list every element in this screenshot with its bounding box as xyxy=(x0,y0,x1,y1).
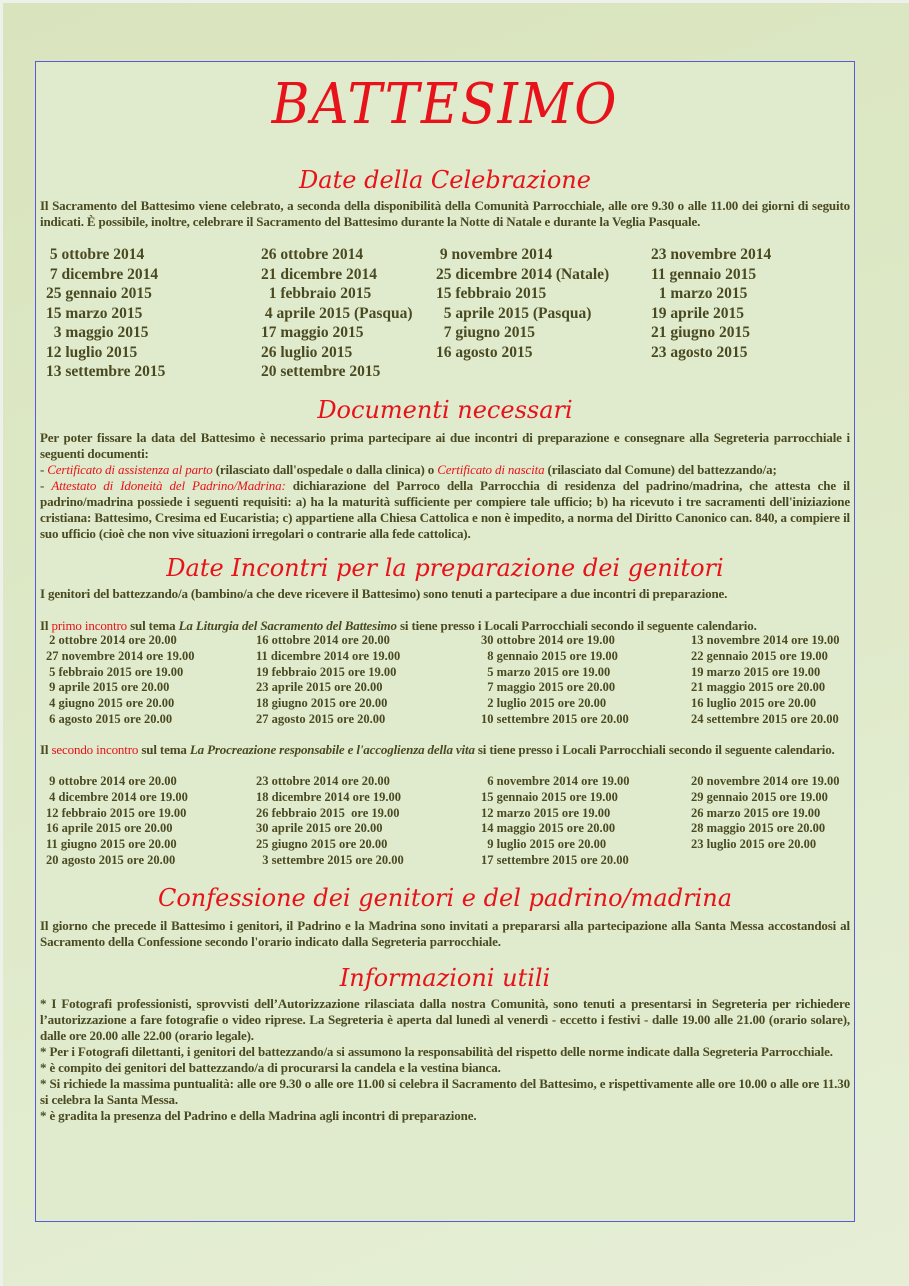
first-meeting-date: 21 maggio 2015 ore 20.00 xyxy=(691,680,826,695)
celebration-date: 15 marzo 2015 xyxy=(46,304,143,322)
second-meeting-date: 15 gennaio 2015 ore 19.00 xyxy=(481,789,618,804)
first-meeting-date: 6 agosto 2015 ore 20.00 xyxy=(46,711,173,726)
celebration-date: 13 settembre 2015 xyxy=(46,363,166,380)
documents-body xyxy=(40,430,850,542)
document-name-godparent-certificate: Attestato di Idoneità del Padrino/Madrina: xyxy=(51,478,286,493)
document-name-birth-certificate: Certificato di nascita xyxy=(437,462,545,477)
section-heading-info: Informazioni utili xyxy=(339,964,551,992)
text: si tiene presso i Locali Parrocchiali secondo il seguente calendario. xyxy=(396,618,757,633)
celebration-date: 7 giugno 2015 xyxy=(436,324,536,341)
celebration-date: 26 luglio 2015 xyxy=(261,343,353,361)
second-meeting-date: 30 aprile 2015 ore 20.00 xyxy=(256,821,383,836)
second-meeting-date: 20 agosto 2015 ore 20.00 xyxy=(46,852,176,867)
meetings-intro: I genitori del battezzando/a (bambino/a che deve ricevere il Battesimo) sono tenuti a partecipare a due incontri di preparazione. xyxy=(40,586,728,601)
second-meeting-date: 17 settembre 2015 ore 20.00 xyxy=(481,852,629,867)
first-meeting-date: 7 maggio 2015 ore 20.00 xyxy=(481,680,616,695)
second-meeting-date xyxy=(691,853,861,869)
second-meeting-date: 20 novembre 2014 ore 19.00 xyxy=(691,774,840,788)
second-meeting-date: 26 febbraio 2015 ore 19.00 xyxy=(256,805,400,820)
second-meeting-date: 9 ottobre 2014 ore 20.00 xyxy=(46,774,177,788)
info-item: * è gradita la presenza del Padrino e della Madrina agli incontri di preparazione. xyxy=(40,1108,477,1123)
document-note: (rilasciato dall'ospedale o dalla clinica) o xyxy=(212,462,438,477)
second-meeting-theme: La Procreazione responsabile e l'accoglienza della vita xyxy=(189,742,475,757)
item-prefix: - xyxy=(40,462,48,477)
first-meeting-date: 24 settembre 2015 ore 20.00 xyxy=(691,711,839,726)
celebration-date: 19 aprile 2015 xyxy=(651,304,744,322)
celebration-date: 12 luglio 2015 xyxy=(46,343,138,361)
celebration-date: 23 agosto 2015 xyxy=(651,343,748,361)
second-meeting-date: 3 settembre 2015 ore 20.00 xyxy=(256,852,404,867)
document-name-assistance-certificate: Certificato di assistenza al parto xyxy=(47,462,213,477)
first-meeting-description xyxy=(40,618,850,634)
second-meeting-date: 12 marzo 2015 ore 19.00 xyxy=(481,805,611,820)
second-meeting-date: 28 maggio 2015 ore 20.00 xyxy=(691,821,826,836)
second-meeting-description xyxy=(40,742,850,758)
first-meeting-date: 5 marzo 2015 ore 19.00 xyxy=(481,664,611,679)
first-meeting-label: primo incontro xyxy=(51,618,128,633)
second-meeting-date: 9 luglio 2015 ore 20.00 xyxy=(481,837,607,852)
celebration-date: 4 aprile 2015 (Pasqua) xyxy=(261,304,413,322)
info-item: * è compito dei genitori del battezzando/a di procurarsi la candela e la vestina bianca. xyxy=(40,1060,501,1075)
first-meeting-date: 4 giugno 2015 ore 20.00 xyxy=(46,696,175,711)
first-meeting-date: 18 giugno 2015 ore 20.00 xyxy=(256,696,388,711)
celebration-intro: Il Sacramento del Battesimo viene celebrato, a seconda della disponibilità della Comunità Parrocchiale, alle ore 9.30 o alle 11.00 dei giorni di seguito indicati. È possibile, inoltre, celebrare il Sacramento del Battesimo durante la Notte di Natale e durante la Veglia Pasquale. xyxy=(40,198,850,229)
celebration-date: 23 novembre 2014 xyxy=(651,246,772,263)
text: Il xyxy=(40,618,52,633)
document-item-godparent xyxy=(40,478,850,542)
first-meeting-date: 2 luglio 2015 ore 20.00 xyxy=(481,696,607,711)
text: si tiene presso i Locali Parrocchiali secondo il seguente calendario. xyxy=(474,742,835,757)
first-meeting-date: 27 novembre 2014 ore 19.00 xyxy=(46,648,195,663)
first-meeting-theme: La Liturgia del Sacramento del Battesimo xyxy=(178,618,397,633)
first-meeting-date: 10 settembre 2015 ore 20.00 xyxy=(481,711,629,726)
first-meeting-date: 11 dicembre 2014 ore 19.00 xyxy=(256,648,401,663)
info-item: * Per i Fotografi dilettanti, i genitori del battezzando/a si assumono la responsabilità del rispetto delle norme indicate dalla Segreteria Parrocchiale. xyxy=(40,1044,833,1059)
celebration-date xyxy=(436,362,651,382)
celebration-date: 17 maggio 2015 xyxy=(261,324,364,341)
section-heading-confession: Confessione dei genitori e del padrino/madrina xyxy=(157,884,733,912)
first-meeting-date: 13 novembre 2014 ore 19.00 xyxy=(691,633,840,647)
celebration-date: 20 settembre 2015 xyxy=(261,363,381,380)
celebration-date: 25 dicembre 2014 (Natale) xyxy=(436,265,610,283)
document-description: dichiarazione del Parroco della Parrocchia di residenza del padrino/madrina, che attesta che il padrino/madrina possiede i seguenti requisiti: a) ha la maturità sufficiente per compiere tale ufficio; b) ha ricevuto i tre sacramenti dell'iniziazione cristiana: Battesimo, Cresima ed Eucaristia; c) appartiene alla Chiesa Cattolica e non è impedito, a norma del Diritto Canonico can. 840, a compiere il suo ufficio (cioè che non vive situazioni irregolari o contrarie alla fede cattolica). xyxy=(40,478,850,541)
first-meeting-date: 19 febbraio 2015 ore 19.00 xyxy=(256,664,397,679)
first-meeting-date: 16 ottobre 2014 ore 20.00 xyxy=(256,633,390,647)
documents-intro: Per poter fissare la data del Battesimo è necessario prima partecipare ai due incontri di preparazione e consegnare alla Segreteria parrocchiale i seguenti documenti: xyxy=(40,430,850,461)
first-meeting-date: 9 aprile 2015 ore 20.00 xyxy=(46,680,170,695)
celebration-date xyxy=(651,362,851,382)
second-meeting-date: 11 giugno 2015 ore 20.00 xyxy=(46,837,177,852)
page-title: BATTESIMO xyxy=(271,72,619,137)
celebration-date: 26 ottobre 2014 xyxy=(261,246,364,263)
text: sul tema xyxy=(138,742,190,757)
first-meeting-dates-grid xyxy=(46,633,850,728)
document-frame xyxy=(35,61,855,1222)
second-meeting-date: 14 maggio 2015 ore 20.00 xyxy=(481,821,616,836)
second-meeting-date: 23 ottobre 2014 ore 20.00 xyxy=(256,774,390,788)
text: sul tema xyxy=(127,618,179,633)
second-meeting-date: 23 luglio 2015 ore 20.00 xyxy=(691,837,817,852)
celebration-date: 5 ottobre 2014 xyxy=(46,246,145,263)
confession-text: Il giorno che precede il Battesimo i genitori, il Padrino e la Madrina sono invitati a prepararsi alla partecipazione alla Santa Messa accostandosi al Sacramento della Confessione secondo l'orario indicato dalla Segreteria parrocchiale. xyxy=(40,918,850,949)
first-meeting-date: 30 ottobre 2014 ore 19.00 xyxy=(481,633,615,647)
document-item-birth xyxy=(40,462,850,478)
document-note: (rilasciato dal Comune) del battezzando/a; xyxy=(544,462,777,477)
celebration-date: 3 maggio 2015 xyxy=(46,324,149,341)
text: Il xyxy=(40,742,52,757)
first-meeting-date: 27 agosto 2015 ore 20.00 xyxy=(256,711,386,726)
page-top-edge xyxy=(0,0,909,3)
item-prefix: - xyxy=(40,478,52,493)
second-meeting-date: 29 gennaio 2015 ore 19.00 xyxy=(691,789,828,804)
first-meeting-date: 8 gennaio 2015 ore 19.00 xyxy=(481,648,618,663)
celebration-date: 15 febbraio 2015 xyxy=(436,285,547,302)
second-meeting-date: 6 novembre 2014 ore 19.00 xyxy=(481,774,630,788)
section-heading-meetings: Date Incontri per la preparazione dei genitori xyxy=(166,554,724,582)
section-heading-documents: Documenti necessari xyxy=(317,396,573,424)
info-list xyxy=(40,996,850,1124)
second-meeting-dates-grid xyxy=(46,774,850,869)
second-meeting-date: 25 giugno 2015 ore 20.00 xyxy=(256,837,388,852)
second-meeting-date: 18 dicembre 2014 ore 19.00 xyxy=(256,789,402,804)
first-meeting-date: 23 aprile 2015 ore 20.00 xyxy=(256,680,383,695)
celebration-date: 1 febbraio 2015 xyxy=(261,285,372,302)
celebration-date: 7 dicembre 2014 xyxy=(46,265,159,283)
info-item: * I Fotografi professionisti, sprovvisti dell’Autorizzazione rilasciata dalla nostra Comunità, sono tenuti a presentarsi in Segreteria per richiedere l’autorizzazione a fare fotografie o video riprese. La Segreteria è aperta dal lunedì al venerdì - eccetto i festivi - dalle 19.00 alle 21.00 (orario solare), dalle ore 20.00 alle 22.00 (orario legale). xyxy=(40,996,850,1043)
first-meeting-date: 5 febbraio 2015 ore 19.00 xyxy=(46,664,184,679)
celebration-date: 9 novembre 2014 xyxy=(436,246,553,263)
first-meeting-date: 19 marzo 2015 ore 19.00 xyxy=(691,664,821,679)
celebration-date: 16 agosto 2015 xyxy=(436,343,533,361)
second-meeting-date: 12 febbraio 2015 ore 19.00 xyxy=(46,805,187,820)
first-meeting-date: 22 gennaio 2015 ore 19.00 xyxy=(691,648,828,663)
section-heading-celebration: Date della Celebrazione xyxy=(299,166,591,194)
celebration-date: 11 gennaio 2015 xyxy=(651,265,757,283)
info-item: * Si richiede la massima puntualità: alle ore 9.30 o alle ore 11.00 si celebra il Sacramento del Battesimo, e rispettivamente alle ore 10.00 o alle ore 11.30 si celebra la Santa Messa. xyxy=(40,1076,850,1107)
page-left-edge xyxy=(0,0,3,1286)
celebration-date: 21 dicembre 2014 xyxy=(261,265,377,283)
second-meeting-date: 16 aprile 2015 ore 20.00 xyxy=(46,821,173,836)
celebration-date: 25 gennaio 2015 xyxy=(46,285,152,302)
first-meeting-date: 2 ottobre 2014 ore 20.00 xyxy=(46,633,177,647)
celebration-date: 21 giugno 2015 xyxy=(651,324,751,341)
second-meeting-date: 26 marzo 2015 ore 19.00 xyxy=(691,805,821,820)
celebration-date: 1 marzo 2015 xyxy=(651,285,748,302)
celebration-date: 5 aprile 2015 (Pasqua) xyxy=(436,304,592,322)
celebration-dates-grid xyxy=(46,245,850,382)
first-meeting-date: 16 luglio 2015 ore 20.00 xyxy=(691,696,817,711)
second-meeting-date: 4 dicembre 2014 ore 19.00 xyxy=(46,789,188,804)
second-meeting-label: secondo incontro xyxy=(51,742,139,757)
